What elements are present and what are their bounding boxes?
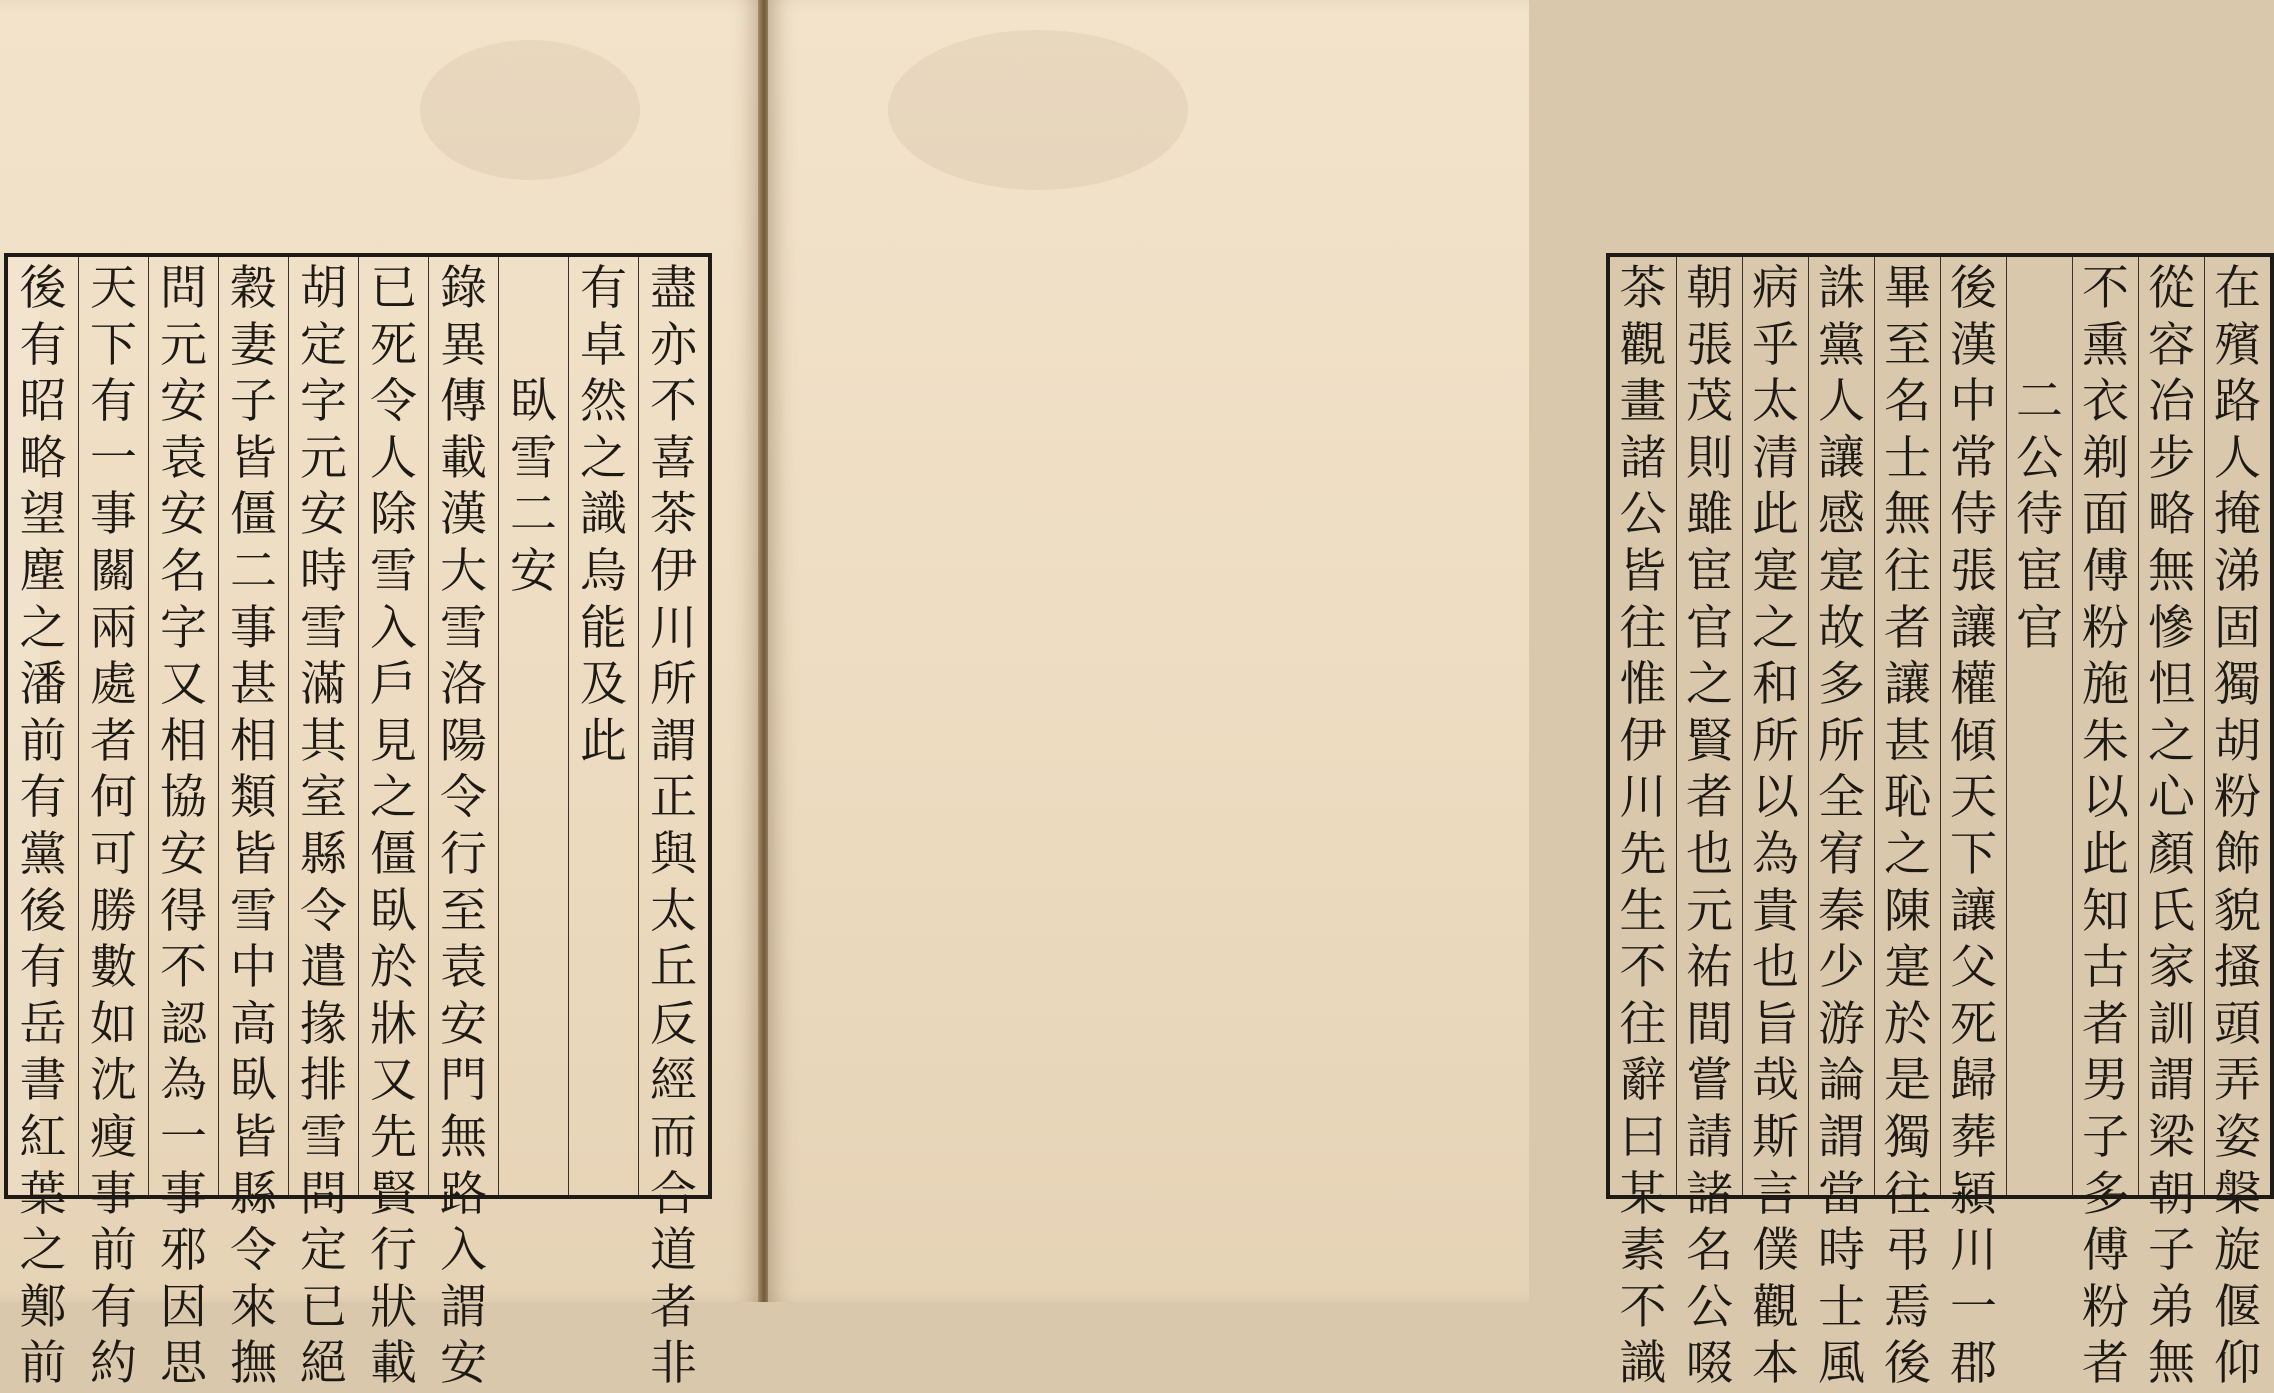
text-column: 二 公 待 宦 官 [2006,257,2072,1195]
text-column: 誅 黨 人 讓 感 寔 故 多 所 全 宥 秦 少 游 論 謂 當 時 士 風 [1808,257,1874,1195]
left-text-block [4,253,712,1392]
text-column: 問 元 安 袁 安 名 字 又 相 協 安 得 不 認 為 一 事 邪 因 思 [148,257,218,1195]
text-column: 穀 妻 子 皆 僵 二 事 甚 相 類 皆 雪 中 高 臥 皆 縣 令 來 撫 [218,257,288,1195]
text-column: 後 漢 中 常 侍 張 讓 權 傾 天 下 讓 父 死 歸 葬 潁 川 一 郡 [1940,257,2006,1195]
text-column: 已 死 令 人 除 雪 入 戶 見 之 僵 臥 於 牀 又 先 賢 行 狀 載 [358,257,428,1195]
right-page [768,0,2261,1392]
text-column: 從 容 冶 步 略 無 慘 怛 之 心 顏 氏 家 訓 謂 梁 朝 子 弟 無 [2138,257,2204,1195]
right-text-block [1606,253,2274,1392]
text-column: 畢 至 名 士 無 往 者 讓 甚 恥 之 陳 寔 於 是 獨 往 弔 焉 後 [1874,257,1940,1195]
text-column: 後 有 昭 略 望 塵 之 潘 前 有 黨 後 有 岳 書 紅 葉 之 鄭 前 [19,261,67,1392]
text-column: 不 熏 衣 剃 面 傅 粉 施 朱 以 此 知 古 者 男 子 多 傅 粉 者 [2072,257,2138,1195]
text-column: 天 下 有 一 事 關 兩 處 者 何 可 勝 數 如 沈 瘦 事 前 有 約 [78,257,148,1195]
text-column: 在 殯 路 人 掩 涕 固 獨 胡 粉 飾 貌 搔 頭 弄 姿 槃 旋 偃 仰 [2204,257,2270,1195]
text-column: 錄 異 傳 載 漢 大 雪 洛 陽 令 行 至 袁 安 門 無 路 入 謂 安 [428,257,498,1195]
text-column: 盡 亦 不 喜 茶 伊 川 所 謂 正 與 太 丘 反 經 而 合 道 者 非 [638,257,708,1195]
paper-stain [420,40,640,180]
text-column: 病 乎 太 清 此 寔 之 和 所 以 為 貴 也 旨 哉 斯 言 僕 觀 本 [1742,257,1808,1195]
paper-stain [888,30,1188,190]
text-column: 胡 定 字 元 安 時 雪 滿 其 室 縣 令 遣 掾 排 雪 問 定 已 絕 [288,257,358,1195]
text-column: 茶 觀 畫 諸 公 皆 往 惟 伊 川 先 生 不 往 辭 曰 某 素 不 識 [1619,261,1667,1392]
text-column: 朝 張 茂 則 雖 宦 官 之 賢 者 也 元 祐 間 嘗 請 諸 名 公 啜 [1676,257,1742,1195]
text-column: 臥 雪 二 安 [498,257,568,1195]
text-column: 有 卓 然 之 識 烏 能 及 此 [568,257,638,1195]
left-page [0,0,760,1392]
